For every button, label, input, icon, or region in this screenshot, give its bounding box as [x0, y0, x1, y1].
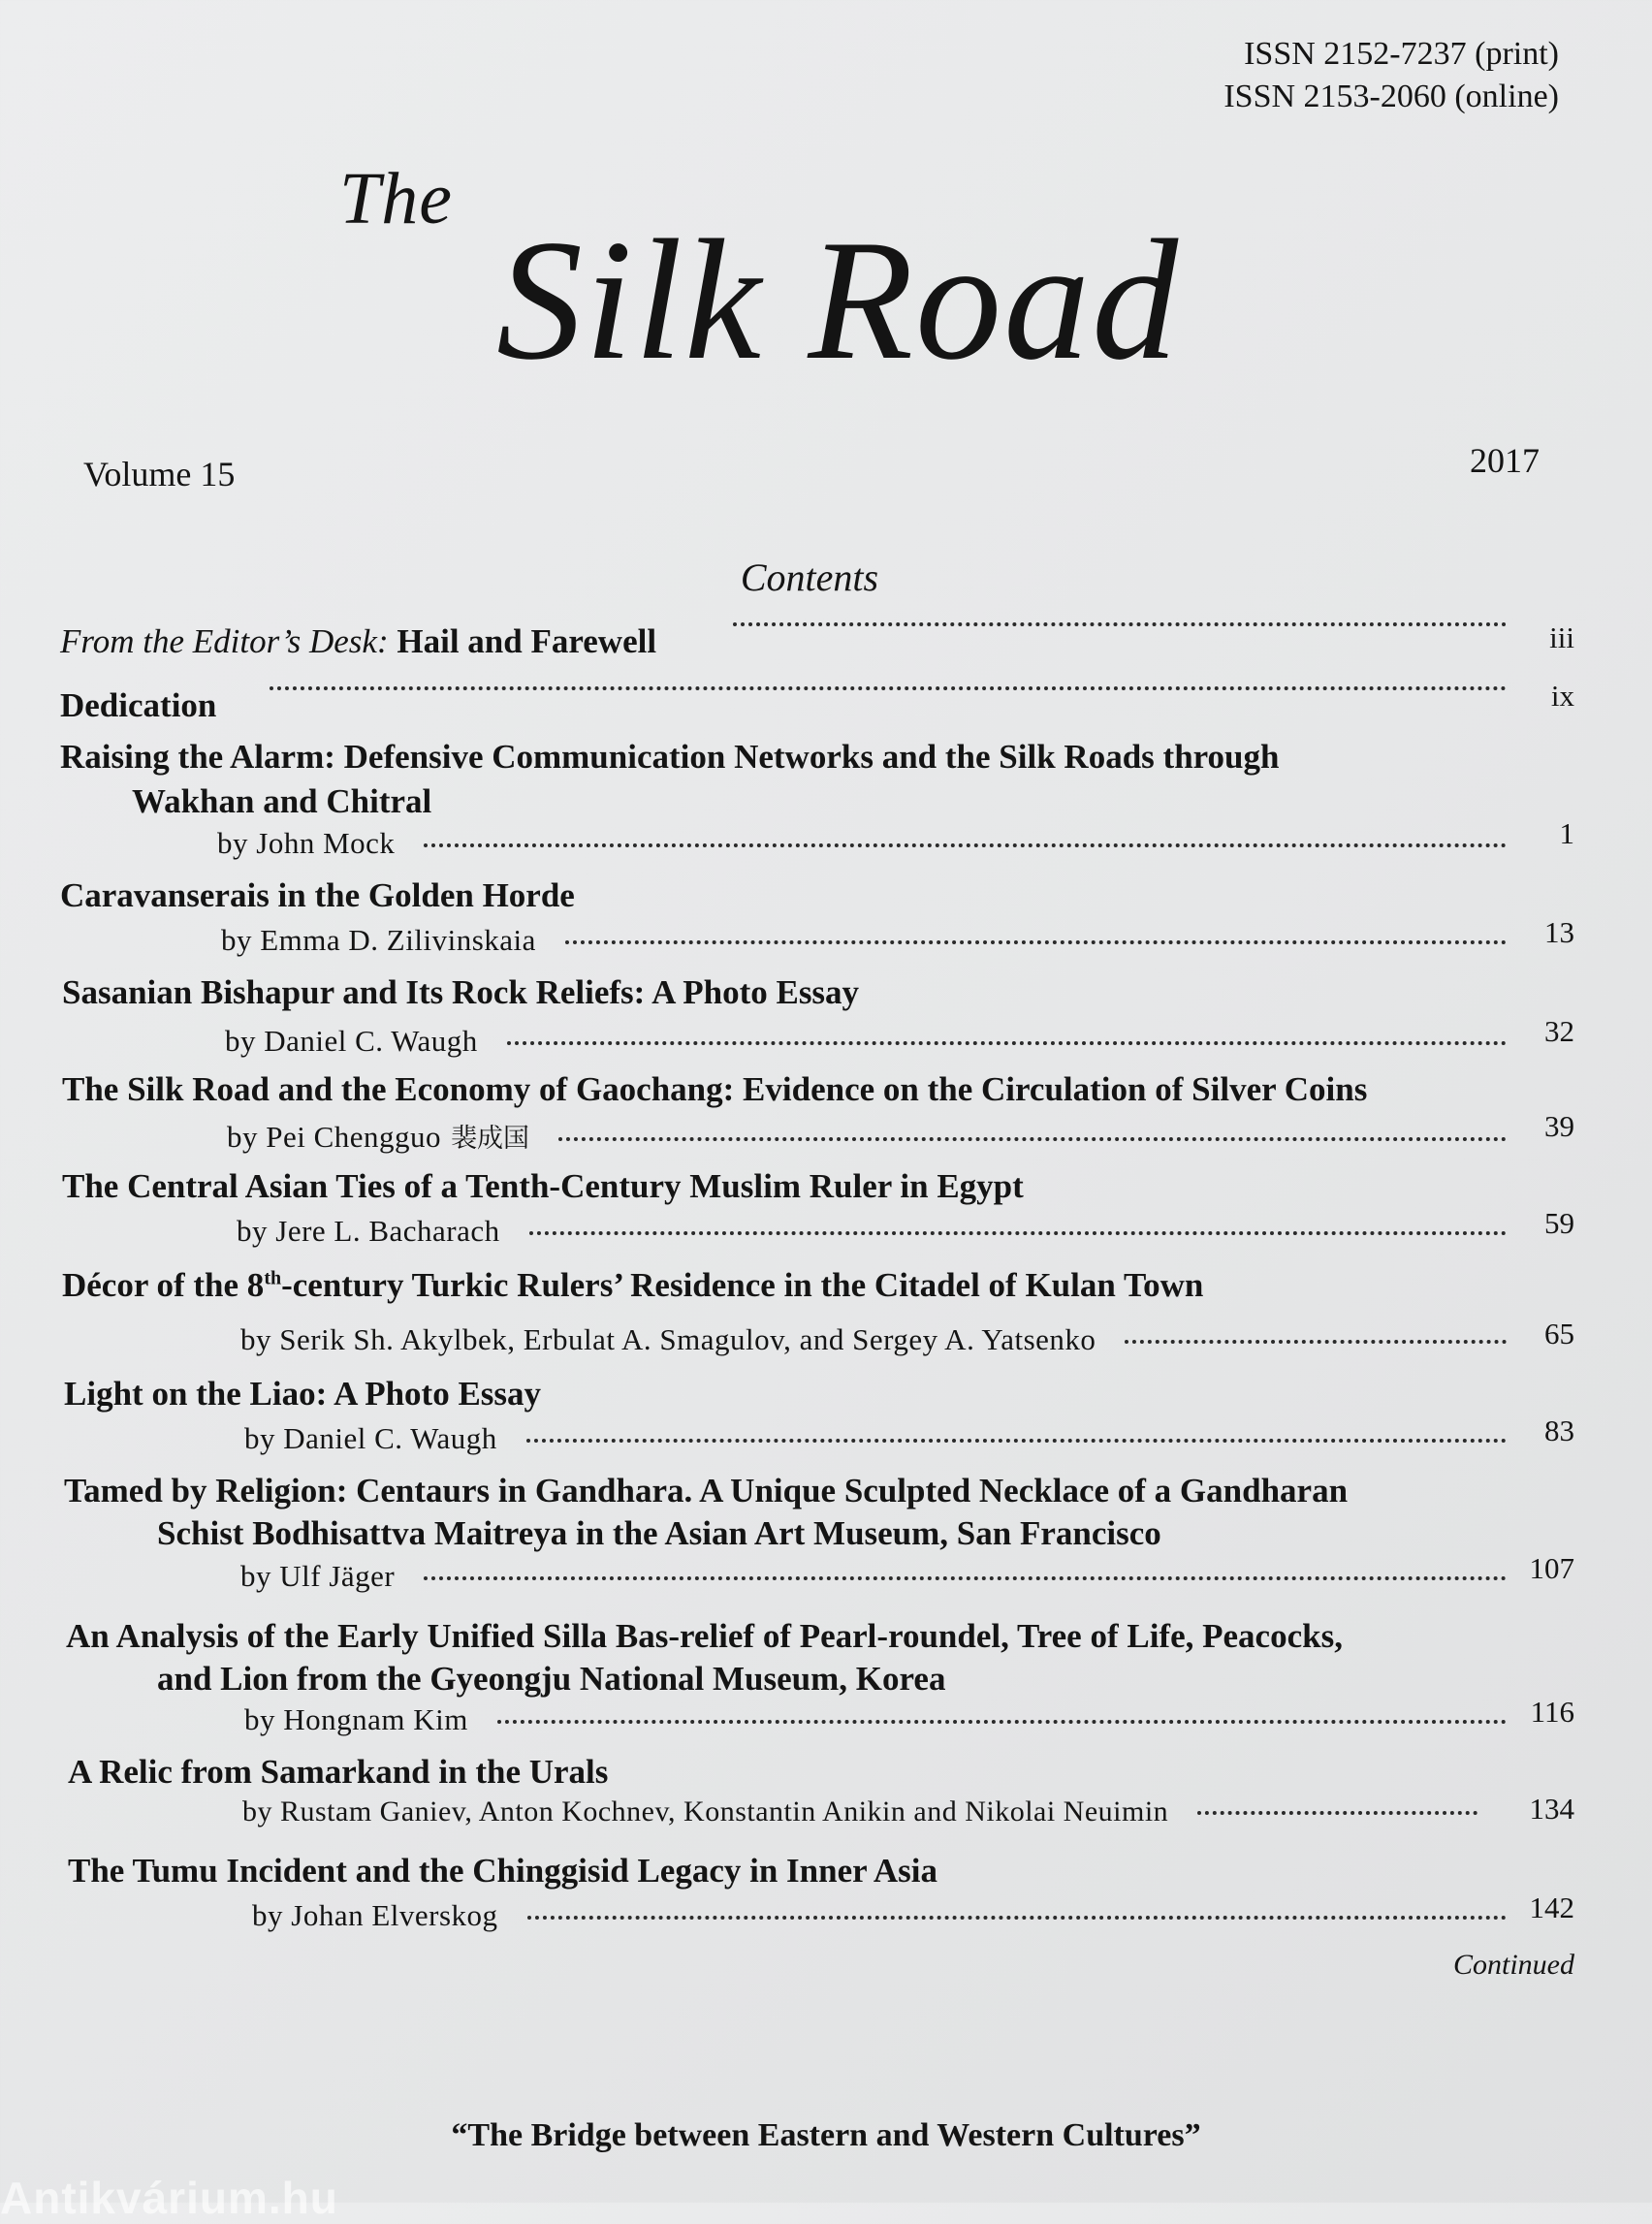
dot-leader: [1125, 1340, 1507, 1344]
toc-author: by Emma D. Zilivinskaia: [221, 923, 536, 957]
continued-note: Continued: [1453, 1949, 1574, 1981]
dot-leader: [565, 940, 1507, 944]
toc-entry-title-text: Hail and Farewell: [397, 622, 657, 660]
toc-entry-title-continued: Schist Bodhisattva Maitreya in the Asian Art Museum, San Francisco: [157, 1514, 1161, 1552]
masthead-title: Silk Road: [496, 204, 1181, 396]
toc-page-number: iii: [1549, 620, 1574, 654]
volume-label: Volume 15: [83, 455, 236, 493]
toc-author: by Pei Chengguo: [227, 1120, 442, 1154]
toc-page-number: 39: [1544, 1109, 1574, 1143]
toc-author: by Jere L. Bacharach: [237, 1214, 500, 1248]
dot-leader: [497, 1720, 1507, 1724]
toc-byline: [244, 1702, 1528, 1737]
toc-page-number: 59: [1544, 1206, 1574, 1240]
dot-leader: [558, 1137, 1507, 1141]
toc-entry-title-text: -century Turkic Rulers’ Residence in the Citadel of Kulan Town: [281, 1266, 1204, 1304]
toc-byline: [237, 1214, 1528, 1249]
toc-byline: [227, 1117, 1528, 1155]
toc-entry-title[interactable]: [60, 622, 656, 661]
dot-leader: [526, 1439, 1507, 1443]
toc-entry-title[interactable]: Caravanserais in the Golden Horde: [60, 876, 575, 914]
toc-entry-title[interactable]: A Relic from Samarkand in the Urals: [68, 1753, 609, 1791]
toc-entry-title-continued: and Lion from the Gyeongju National Museum, Korea: [157, 1660, 946, 1698]
dot-leader: [527, 1916, 1507, 1920]
dot-leader: [424, 843, 1507, 847]
toc-author: by Ulf Jäger: [240, 1559, 396, 1593]
watermark-text: Antikvárium.hu: [0, 2173, 338, 2223]
toc-byline: [225, 1024, 1528, 1059]
toc-author: by Johan Elverskog: [252, 1898, 498, 1932]
toc-entry-title[interactable]: [64, 1470, 1348, 1555]
dot-leader: [733, 622, 1507, 626]
toc-author-chinese-name: 裴成国: [451, 1124, 530, 1154]
toc-entry-title[interactable]: The Central Asian Ties of a Tenth-Century Muslim Ruler in Egypt: [62, 1167, 1024, 1205]
toc-page-number: 116: [1530, 1695, 1574, 1729]
toc-page-number: 83: [1544, 1414, 1574, 1447]
dot-leader: [529, 1231, 1507, 1235]
toc-entry-title[interactable]: [62, 1266, 1203, 1305]
toc-page-number: 65: [1544, 1317, 1574, 1350]
toc-entry-title-text: Tamed by Religion: Centaurs in Gandhara. A Unique Sculpted Necklace of a Gandharan: [64, 1472, 1349, 1509]
toc-page-number: 134: [1529, 1792, 1574, 1826]
dot-leader: [1197, 1811, 1477, 1815]
issn-online: ISSN 2153-2060 (online): [1223, 79, 1559, 114]
toc-byline: [252, 1898, 1528, 1933]
toc-entry-title[interactable]: [66, 1615, 1343, 1700]
toc-page-number: 32: [1544, 1014, 1574, 1048]
toc-author: by Serik Sh. Akylbek, Erbulat A. Smagulov, and Sergey A. Yatsenko: [240, 1322, 1096, 1356]
toc-entry-title-text: Décor of the 8: [62, 1266, 265, 1304]
toc-leader-row: [733, 628, 1528, 632]
toc-byline: [240, 1322, 1528, 1357]
contents-heading: Contents: [740, 556, 879, 599]
toc-page-number: 1: [1559, 816, 1574, 850]
toc-byline: [217, 826, 1528, 861]
toc-entry-title-text: Raising the Alarm: Defensive Communication Networks and the Silk Roads through: [60, 738, 1280, 776]
toc-byline: [242, 1795, 1499, 1828]
dot-leader: [424, 1576, 1507, 1580]
toc-entry-title[interactable]: The Silk Road and the Economy of Gaochang: Evidence on the Circulation of Silver Coins: [62, 1070, 1368, 1108]
toc-entry-title[interactable]: Light on the Liao: A Photo Essay: [64, 1375, 542, 1413]
issn-print: ISSN 2152-7237 (print): [1244, 36, 1559, 72]
toc-author: by Daniel C. Waugh: [244, 1421, 497, 1455]
toc-entry-title-text: An Analysis of the Early Unified Silla Bas-relief of Pearl-roundel, Tree of Life, Peacocks,: [66, 1617, 1343, 1655]
toc-author: by Rustam Ganiev, Anton Kochnev, Konstantin Anikin and Nikolai Neuimin: [242, 1795, 1169, 1827]
editor-desk-prefix: From the Editor’s Desk:: [60, 622, 389, 660]
toc-entry-title[interactable]: The Tumu Incident and the Chinggisid Legacy in Inner Asia: [68, 1852, 937, 1890]
toc-page-number: 142: [1529, 1890, 1574, 1924]
year-label: 2017: [1470, 441, 1540, 480]
toc-entry-title[interactable]: Dedication: [60, 686, 217, 724]
toc-author: by John Mock: [217, 826, 396, 860]
ordinal-superscript: th: [264, 1267, 282, 1289]
dot-leader: [507, 1041, 1507, 1045]
masthead-the: The: [339, 158, 453, 239]
toc-page-number: ix: [1550, 679, 1574, 713]
toc-byline: [244, 1421, 1528, 1456]
dot-leader: [270, 686, 1507, 690]
journal-tagline: “The Bridge between Eastern and Western Cultures”: [451, 2117, 1201, 2153]
toc-byline: [240, 1559, 1528, 1594]
toc-entry-title-continued: Wakhan and Chitral: [132, 782, 432, 820]
toc-leader-row: [270, 692, 1528, 696]
toc-page-number: 107: [1529, 1551, 1574, 1585]
toc-author: by Daniel C. Waugh: [225, 1024, 478, 1058]
toc-page-number: 13: [1544, 915, 1574, 949]
toc-author: by Hongnam Kim: [244, 1702, 468, 1736]
toc-entry-title[interactable]: Sasanian Bishapur and Its Rock Reliefs: A Photo Essay: [62, 973, 860, 1011]
toc-byline: [221, 923, 1528, 958]
toc-entry-title[interactable]: [60, 735, 1280, 824]
